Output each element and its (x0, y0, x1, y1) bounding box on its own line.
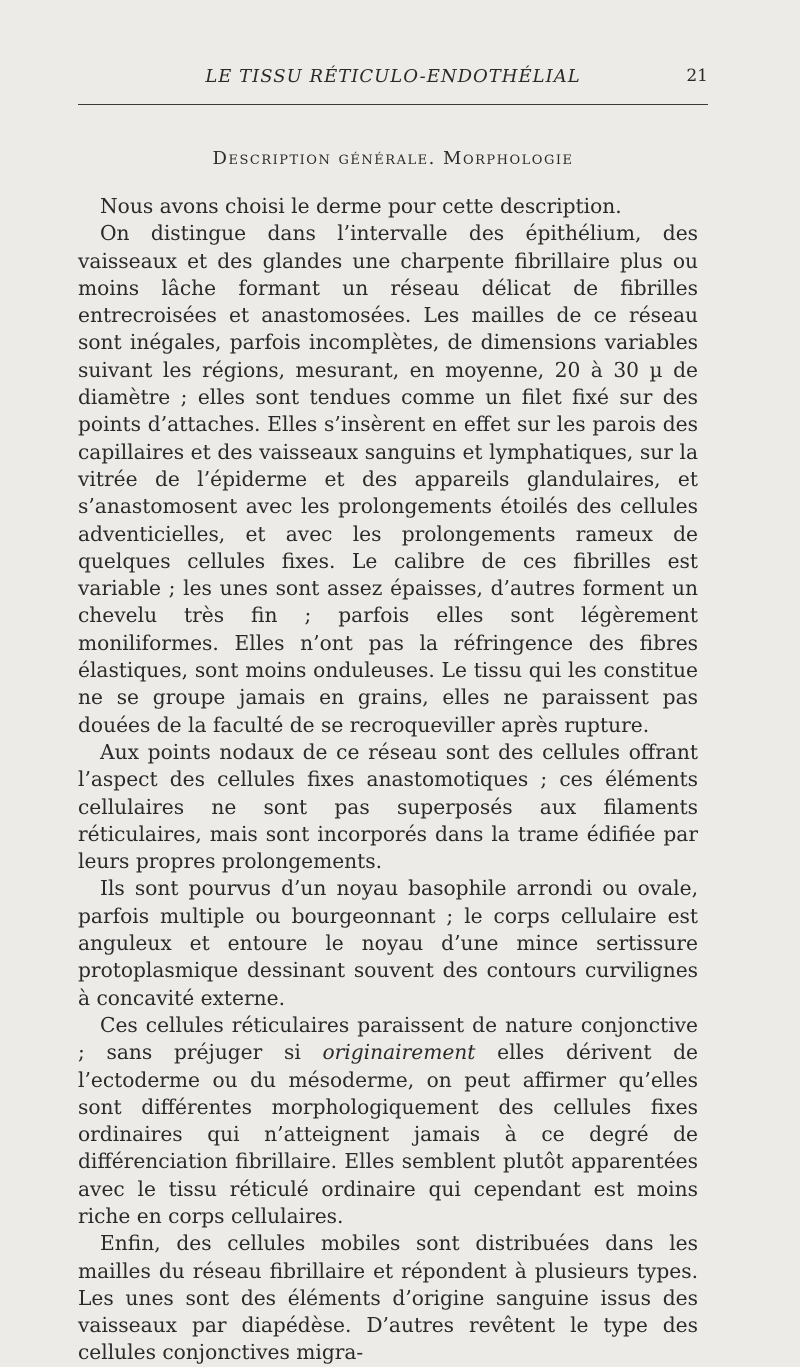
paragraph: Aux points nodaux de ce réseau sont des cellules offrant l’aspect des cellules fixes anastomotiques ; ces éléments cellulaires ne sont pas superposés aux filaments réticulaires, mais sont incorporés dans la trame édifiée par leurs propres prolongements. (78, 739, 698, 874)
paragraph-text: elles dérivent de l’ectoderme ou du mésoderme, on peut affirmer qu’elles sont différentes morphologiquement des cellules fixes ordinaires qui n’atteignent jamais à ce degré de différenciation fibrillaire. Elles semblent plutôt apparentées avec le tissu réticulé ordinaire qui cependant est moins riche en corps cellulaires. (78, 1040, 699, 1228)
paragraph: Ils sont pourvus d’un noyau basophile arrondi ou ovale, parfois multiple ou bourgeonnant ; le corps cellulaire est anguleux et entoure le noyau d’une mince sertissure protoplasmique dessinant souvent des contours curvilignes à concavité externe. (78, 876, 698, 1010)
page-header (78, 66, 708, 96)
paragraph: Nous avons choisi le derme pour cette description. (100, 194, 622, 218)
running-title: LE TISSU RÉTICULO-ENDOTHÉLIAL (205, 66, 581, 87)
section-title: Description générale. Morphologie (212, 148, 574, 169)
paragraph: On distingue dans l’intervalle des épithélium, des vaisseaux et des glandes une charpente fibrillaire plus ou moins lâche formant un réseau délicat de fibrilles entrecroisées et anastomosées. Les mailles de ce réseau sont inégales, parfois incomplètes, de dimensions variables suivant les régions, mesurant, en moyenne, 20 à 30 µ de diamètre ; elles sont tendues comme un filet fixé sur des points d’attaches. Elles s’insèrent en effet sur les parois des capillaires et des vaisseaux sanguins et lymphatiques, sur la vitrée de l’épiderme et des appareils glandulaires, et s’anastomosent avec les prolongements étoilés des cellules adventicielles, et avec les prolongements rameux de quelques cellules fixes. Le calibre de ces fibrilles est variable ; les unes sont assez épaisses, d’autres forment un chevelu très fin ; parfois elles sont légèrement moniliformes. Elles n’ont pas la réfringence des fibres élastiques, sont moins onduleuses. Le tissu qui les constitue ne se groupe jamais en grains, elles ne paraissent pas douées de la faculté de se recroqueviller après rupture. (78, 221, 698, 737)
italic-term: originairement (322, 1040, 476, 1065)
paragraph (78, 1012, 698, 1230)
page-number: 21 (686, 66, 708, 86)
header-rule (78, 104, 708, 105)
paragraph-text: Ces cellules réticulaires paraissent de nature conjonctive ; sans préjuger si (78, 1012, 698, 1065)
paragraph: Enfin, des cellules mobiles sont distribuées dans les mailles du réseau fibrillaire et répondent à plusieurs types. Les unes sont des éléments d’origine sanguine issus des vaisseaux par diapédèse. D’autres revêtent le type des cellules conjonctives migra- (78, 1231, 698, 1365)
body-text (78, 193, 698, 1367)
